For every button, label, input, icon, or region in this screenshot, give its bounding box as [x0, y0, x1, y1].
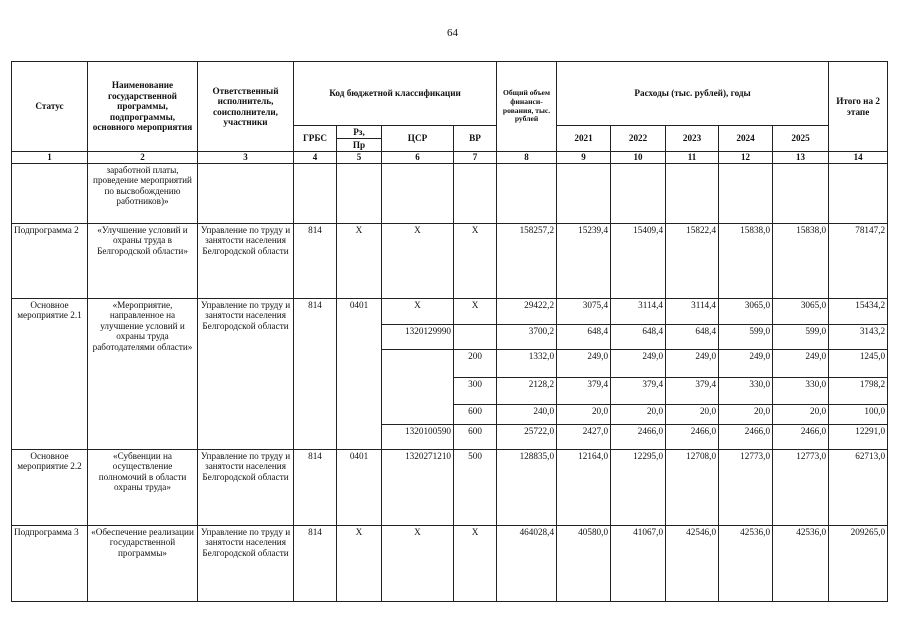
col-number: 10: [611, 152, 666, 164]
year-2021-cell: 15239,4: [557, 224, 611, 299]
year-2024-cell: 599,0: [719, 325, 773, 350]
responsible-cell: [198, 164, 294, 224]
csr-cell: X: [382, 526, 454, 602]
stage-total-cell: 100,0: [829, 405, 888, 425]
header-status: Статус: [12, 62, 88, 152]
status-cell: Подпрограмма 2: [12, 224, 88, 299]
year-2024-cell: 15838,0: [719, 224, 773, 299]
vr-cell: 600: [454, 405, 497, 425]
total-cell: 29422,2: [497, 299, 557, 325]
year-2024-cell: 20,0: [719, 405, 773, 425]
header-program-name: Наименование государственной программы, подпрограммы, основного мероприятия: [88, 62, 198, 152]
col-number: 14: [829, 152, 888, 164]
rzpr-cell: 0401: [337, 450, 382, 526]
csr-cell: [382, 350, 454, 378]
csr-cell: 1320129990: [382, 325, 454, 350]
program-name-cell: «Обеспечение реализации государственной программы»: [88, 526, 198, 602]
page-number: 64: [447, 27, 458, 39]
table-row-activity-2-2: [12, 450, 888, 526]
stage-total-cell: 1245,0: [829, 350, 888, 378]
csr-cell: X: [382, 224, 454, 299]
program-name-cell: «Субвенции на осуществление полномочий в области охраны труда»: [88, 450, 198, 526]
rzpr-cell: X: [337, 224, 382, 299]
empty-cell: [497, 164, 557, 224]
table-row-activity-2-1: [12, 299, 888, 325]
col-number: 4: [294, 152, 337, 164]
program-name-cell: «Улучшение условий и охраны труда в Белгородской области»: [88, 224, 198, 299]
year-2024-cell: 249,0: [719, 350, 773, 378]
year-2025-cell: 15838,0: [773, 224, 829, 299]
year-2024-cell: 3065,0: [719, 299, 773, 325]
responsible-cell: Управление по труду и занятости населения Белгородской области: [198, 299, 294, 450]
stage-total-cell: 3143,2: [829, 325, 888, 350]
year-2025-cell: 599,0: [773, 325, 829, 350]
year-2025-cell: 330,0: [773, 378, 829, 405]
year-2023-cell: 3114,4: [666, 299, 719, 325]
header-year-2023: 2023: [666, 126, 719, 152]
stage-total-cell: 62713,0: [829, 450, 888, 526]
col-number: 5: [337, 152, 382, 164]
col-number: 9: [557, 152, 611, 164]
year-2022-cell: 379,4: [611, 378, 666, 405]
csr-cell: 1320271210: [382, 450, 454, 526]
csr-cell: [382, 405, 454, 425]
empty-cell: [773, 164, 829, 224]
col-number: 11: [666, 152, 719, 164]
year-2025-cell: 2466,0: [773, 425, 829, 450]
year-2022-cell: 3114,4: [611, 299, 666, 325]
vr-cell: X: [454, 224, 497, 299]
total-cell: 158257,2: [497, 224, 557, 299]
vr-cell: 600: [454, 425, 497, 450]
year-2023-cell: 12708,0: [666, 450, 719, 526]
year-2022-cell: 41067,0: [611, 526, 666, 602]
column-number-row: [12, 152, 888, 164]
total-cell: 464028,4: [497, 526, 557, 602]
status-cell: Основное мероприятие 2.2: [12, 450, 88, 526]
year-2024-cell: 2466,0: [719, 425, 773, 450]
responsible-cell: Управление по труду и занятости населения Белгородской области: [198, 450, 294, 526]
empty-cell: [294, 164, 337, 224]
table-row-continuation: [12, 164, 888, 224]
empty-cell: [382, 164, 454, 224]
responsible-cell: Управление по труду и занятости населения Белгородской области: [198, 526, 294, 602]
stage-total-cell: 78147,2: [829, 224, 888, 299]
rzpr-cell: X: [337, 526, 382, 602]
col-number: 12: [719, 152, 773, 164]
table-row-subprogram-3: [12, 526, 888, 602]
header-budget-code: Код бюджетной классификации: [294, 62, 497, 126]
budget-table: [11, 61, 888, 602]
year-2023-cell: 20,0: [666, 405, 719, 425]
header-pr: Пр: [337, 139, 382, 152]
vr-cell: 200: [454, 350, 497, 378]
year-2022-cell: 15409,4: [611, 224, 666, 299]
year-2021-cell: 3075,4: [557, 299, 611, 325]
col-number: 6: [382, 152, 454, 164]
header-year-2021: 2021: [557, 126, 611, 152]
total-cell: 1332,0: [497, 350, 557, 378]
year-2023-cell: 379,4: [666, 378, 719, 405]
vr-cell: 300: [454, 378, 497, 405]
header-grbs: ГРБС: [294, 126, 337, 152]
year-2025-cell: 12773,0: [773, 450, 829, 526]
year-2021-cell: 249,0: [557, 350, 611, 378]
header-csr: ЦСР: [382, 126, 454, 152]
year-2023-cell: 15822,4: [666, 224, 719, 299]
empty-cell: [829, 164, 888, 224]
header-year-2024: 2024: [719, 126, 773, 152]
year-2021-cell: 2427,0: [557, 425, 611, 450]
header-expenses: Расходы (тыс. рублей), годы: [557, 62, 829, 126]
empty-cell: [454, 164, 497, 224]
rzpr-cell: 0401: [337, 299, 382, 450]
year-2022-cell: 249,0: [611, 350, 666, 378]
table-row-subprogram-2: [12, 224, 888, 299]
year-2024-cell: 42536,0: [719, 526, 773, 602]
stage-total-cell: 12291,0: [829, 425, 888, 450]
csr-cell: 1320100590: [382, 425, 454, 450]
year-2025-cell: 42536,0: [773, 526, 829, 602]
col-number: 3: [198, 152, 294, 164]
vr-cell: 500: [454, 450, 497, 526]
col-number: 13: [773, 152, 829, 164]
program-name-cell: заработной платы, проведение мероприятий по высвобождению работников)»: [88, 164, 198, 224]
header-vr: ВР: [454, 126, 497, 152]
header-total-volume: Общий объем финанси-рования, тыс. рублей: [497, 62, 557, 152]
empty-cell: [611, 164, 666, 224]
grbs-cell: 814: [294, 224, 337, 299]
year-2022-cell: 2466,0: [611, 425, 666, 450]
program-name-cell: «Мероприятие, направленное на улучшение условий и охраны труда работодателями области»: [88, 299, 198, 450]
year-2025-cell: 3065,0: [773, 299, 829, 325]
vr-cell: [454, 325, 497, 350]
year-2025-cell: 249,0: [773, 350, 829, 378]
grbs-cell: 814: [294, 450, 337, 526]
year-2024-cell: 12773,0: [719, 450, 773, 526]
year-2023-cell: 2466,0: [666, 425, 719, 450]
year-2021-cell: 20,0: [557, 405, 611, 425]
stage-total-cell: 15434,2: [829, 299, 888, 325]
status-cell: [12, 164, 88, 224]
total-cell: 2128,2: [497, 378, 557, 405]
csr-cell: X: [382, 299, 454, 325]
csr-cell: [382, 378, 454, 405]
col-number: 7: [454, 152, 497, 164]
header-year-2025: 2025: [773, 126, 829, 152]
col-number: 2: [88, 152, 198, 164]
total-cell: 3700,2: [497, 325, 557, 350]
year-2021-cell: 12164,0: [557, 450, 611, 526]
status-cell: Основное мероприятие 2.1: [12, 299, 88, 450]
vr-cell: X: [454, 526, 497, 602]
year-2024-cell: 330,0: [719, 378, 773, 405]
col-number: 8: [497, 152, 557, 164]
vr-cell: X: [454, 299, 497, 325]
total-cell: 128835,0: [497, 450, 557, 526]
year-2021-cell: 379,4: [557, 378, 611, 405]
header-row-1: [12, 62, 888, 126]
grbs-cell: 814: [294, 526, 337, 602]
empty-cell: [666, 164, 719, 224]
header-responsible: Ответственный исполнитель, соисполнители, участники: [198, 62, 294, 152]
empty-cell: [337, 164, 382, 224]
year-2023-cell: 249,0: [666, 350, 719, 378]
year-2021-cell: 648,4: [557, 325, 611, 350]
header-stage-total: Итого на 2 этапе: [829, 62, 888, 152]
header-rz: Рз,: [337, 126, 382, 139]
status-cell: Подпрограмма 3: [12, 526, 88, 602]
header-year-2022: 2022: [611, 126, 666, 152]
grbs-cell: 814: [294, 299, 337, 450]
stage-total-cell: 209265,0: [829, 526, 888, 602]
responsible-cell: Управление по труду и занятости населения Белгородской области: [198, 224, 294, 299]
year-2022-cell: 12295,0: [611, 450, 666, 526]
col-number: 1: [12, 152, 88, 164]
stage-total-cell: 1798,2: [829, 378, 888, 405]
year-2022-cell: 20,0: [611, 405, 666, 425]
year-2023-cell: 42546,0: [666, 526, 719, 602]
year-2022-cell: 648,4: [611, 325, 666, 350]
total-cell: 240,0: [497, 405, 557, 425]
total-cell: 25722,0: [497, 425, 557, 450]
empty-cell: [557, 164, 611, 224]
year-2023-cell: 648,4: [666, 325, 719, 350]
year-2025-cell: 20,0: [773, 405, 829, 425]
year-2021-cell: 40580,0: [557, 526, 611, 602]
empty-cell: [719, 164, 773, 224]
